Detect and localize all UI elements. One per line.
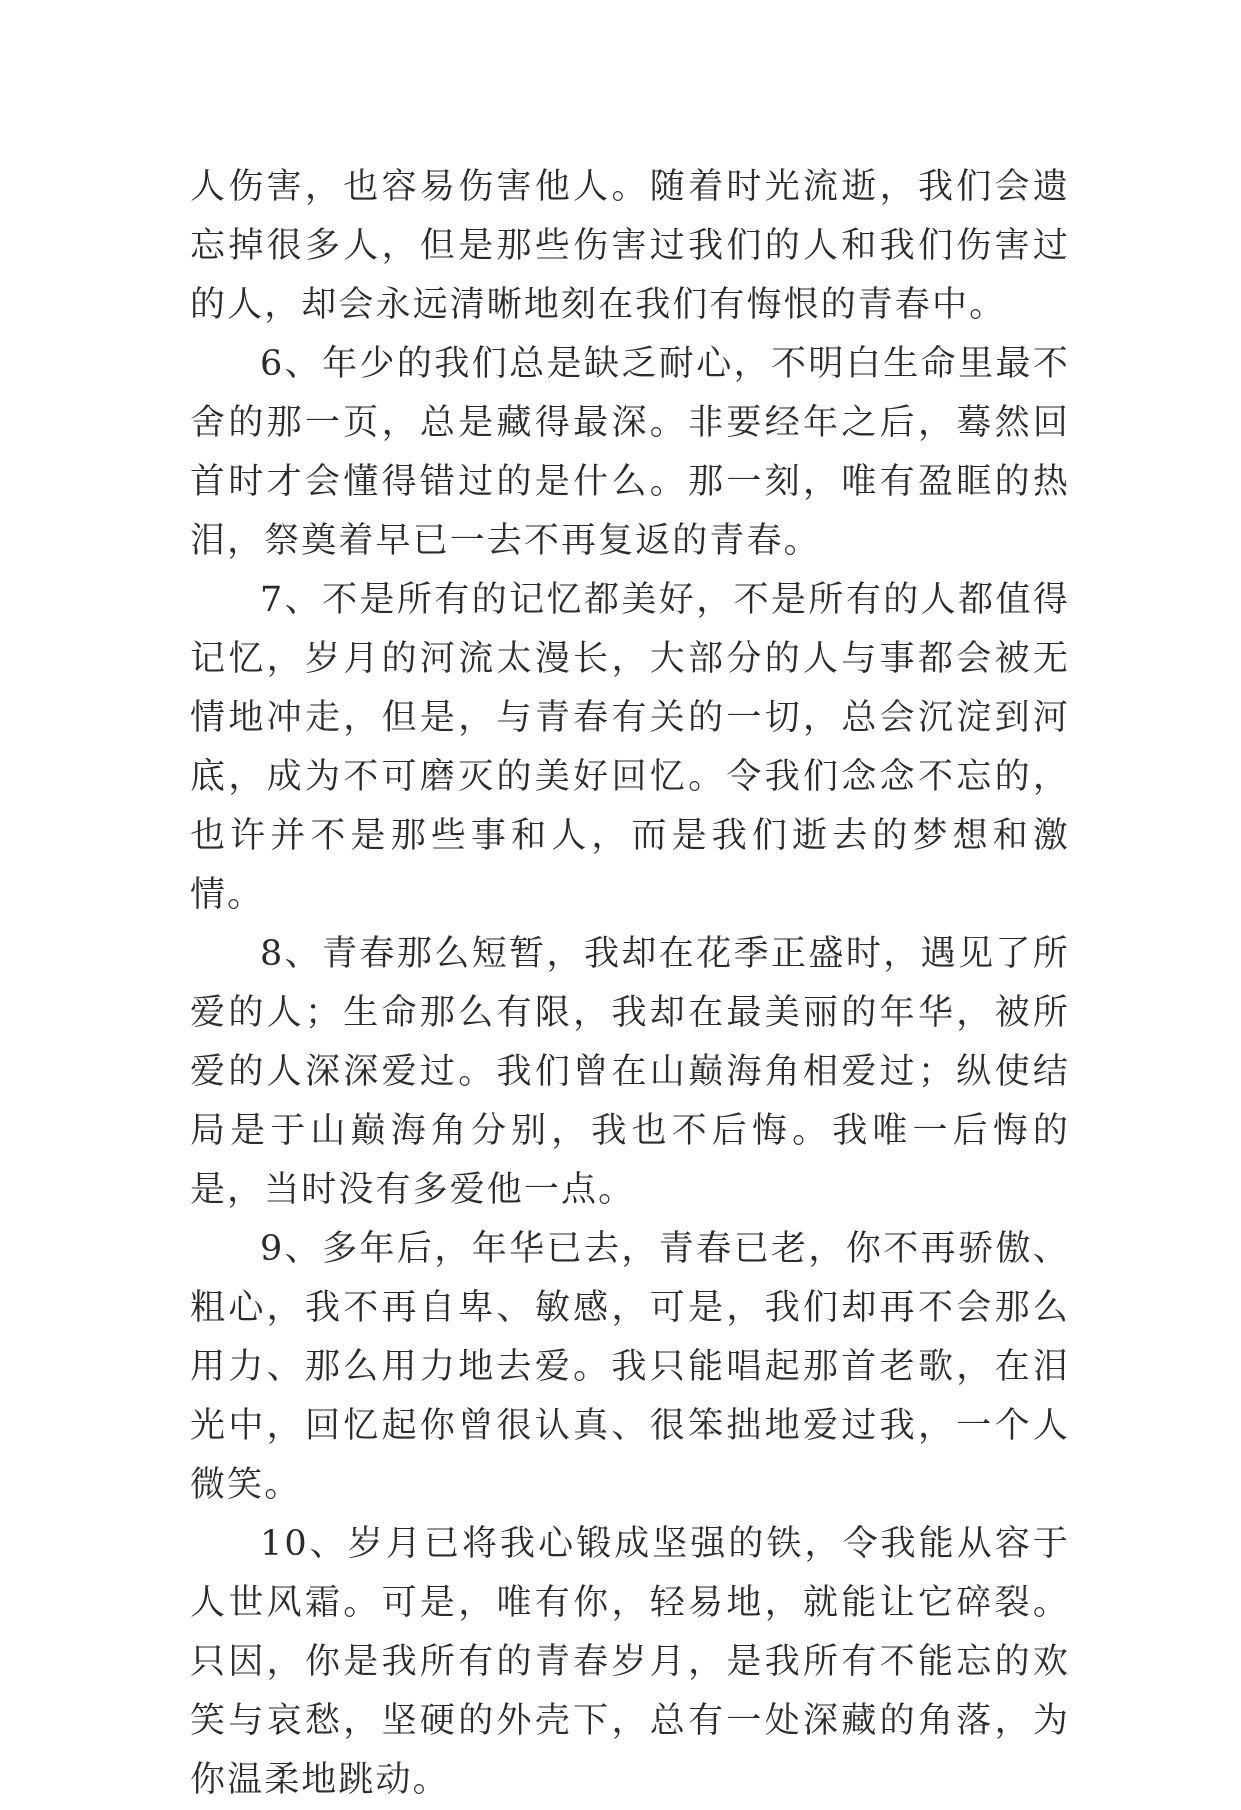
document-body — [190, 158, 1070, 1810]
paragraph-item-6: 6、年少的我们总是缺乏耐心，不明白生命里最不舍的那一页，总是藏得最深。非要经年之后，蓦然回首时才会懂得错过的是什么。那一刻，唯有盈眶的热泪，祭奠着早已一去不再复返的青春。 — [190, 344, 1070, 561]
paragraph-item-7: 7、不是所有的记忆都美好，不是所有的人都值得记忆，岁月的河流太漫长，大部分的人与事都会被无情地冲走，但是，与青春有关的一切，总会沉淀到河底，成为不可磨灭的美好回忆。令我们念念不忘的，也许并不是那些事和人，而是我们逝去的梦想和激情。 — [190, 580, 1070, 915]
paragraph-item-8: 8、青春那么短暂，我却在花季正盛时，遇见了所爱的人；生命那么有限，我却在最美丽的年华，被所爱的人深深爱过。我们曾在山巅海角相爱过；纵使结局是于山巅海角分别，我也不后悔。我唯一后悔的是，当时没有多爱他一点。 — [190, 934, 1070, 1210]
paragraph-continuation: 人伤害，也容易伤害他人。随着时光流逝，我们会遗忘掉很多人，但是那些伤害过我们的人和我们伤害过的人，却会永远清晰地刻在我们有悔恨的青春中。 — [190, 167, 1070, 325]
paragraph-item-10: 10、岁月已将我心锻成坚强的铁，令我能从容于人世风霜。可是，唯有你，轻易地，就能让它碎裂。只因，你是我所有的青春岁月，是我所有不能忘的欢笑与哀愁，坚硬的外壳下，总有一处深藏的角落，为你温柔地跳动。 — [190, 1524, 1070, 1800]
paragraph-item-9: 9、多年后，年华已去，青春已老，你不再骄傲、粗心，我不再自卑、敏感，可是，我们却再不会那么用力、那么用力地去爱。我只能唱起那首老歌，在泪光中，回忆起你曾很认真、很笨拙地爱过我，一个人微笑。 — [190, 1229, 1070, 1505]
